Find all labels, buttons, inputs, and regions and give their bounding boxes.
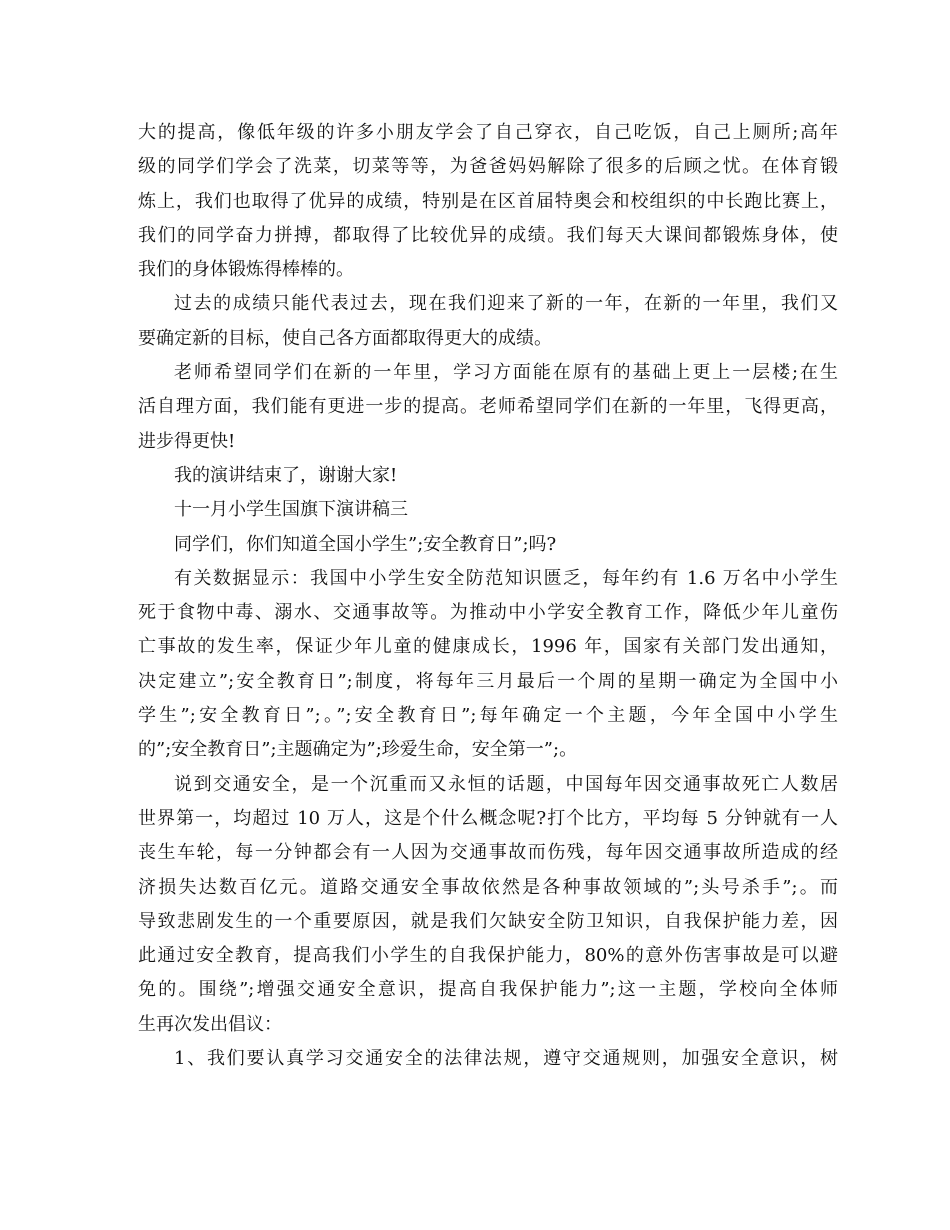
- text-line: 同学们，你们知道全国小学生”;安全教育日”;吗?: [174, 533, 557, 555]
- text-line: 的”;安全教育日”;主题确定为”;珍爱生命，安全第一”;。: [138, 739, 578, 761]
- text-line: 亡事故的发生率，保证少年儿童的健康成长，1996 年，国家有关部门发出通知，: [138, 636, 838, 658]
- text-line: 过去的成绩只能代表过去，现在我们迎来了新的一年，在新的一年里，我们又: [174, 293, 838, 315]
- text-line: 老师希望同学们在新的一年里，学习方面能在原有的基础上更上一层楼;在生: [174, 362, 838, 384]
- text-line: 学生”;安全教育日”;。”;安全教育日”;每年确定一个主题，今年全国中小学生: [138, 705, 838, 727]
- text-line: 活自理方面，我们能有更进一步的提高。老师希望同学们在新的一年里，飞得更高，: [138, 396, 838, 418]
- text-line: 我的演讲结束了，谢谢大家!: [174, 464, 398, 486]
- text-line: 十一月小学生国旗下演讲稿三: [174, 499, 408, 521]
- document-body: [138, 116, 838, 1076]
- text-line: 世界第一，均超过 10 万人，这是个什么概念呢?打个比方，平均每 5 分钟就有一人: [138, 807, 838, 829]
- text-line: 丧生车轮，每一分钟都会有一人因为交通事故而伤残，每年因交通事故所造成的经: [138, 842, 838, 864]
- text-line: 决定建立”;安全教育日”;制度，将每年三月最后一个周的星期一确定为全国中小: [138, 670, 838, 692]
- text-line: 炼上，我们也取得了优异的成绩，特别是在区首届特奥会和校组织的中长跑比赛上，: [138, 190, 838, 212]
- text-line: 要确定新的目标，使自己各方面都取得更大的成绩。: [138, 327, 552, 349]
- text-line: 免的。围绕”;增强交通安全意识，提高自我保护能力”;这一主题，学校向全体师: [138, 979, 838, 1001]
- text-line: 我们的身体锻炼得棒棒的。: [138, 259, 354, 281]
- text-line: 生再次发出倡议：: [138, 1013, 282, 1035]
- text-line: 说到交通安全，是一个沉重而又永恒的话题，中国每年因交通事故死亡人数居: [174, 773, 838, 795]
- text-line: 导致悲剧发生的一个重要原因，就是我们欠缺安全防卫知识，自我保护能力差，因: [138, 910, 838, 932]
- text-line: 进步得更快!: [138, 430, 236, 452]
- text-line: 死于食物中毒、溺水、交通事故等。为推动中小学安全教育工作，降低少年儿童伤: [138, 602, 838, 624]
- text-line: 1、我们要认真学习交通安全的法律法规，遵守交通规则，加强安全意识，树: [174, 1048, 838, 1070]
- text-line: 有关数据显示：我国中小学生安全防范知识匮乏，每年约有 1.6 万名中小学生: [174, 567, 838, 589]
- text-line: 级的同学们学会了洗菜，切菜等等，为爸爸妈妈解除了很多的后顾之忧。在体育锻: [138, 156, 838, 178]
- text-line: 此通过安全教育，提高我们小学生的自我保护能力，80%的意外伤害事故是可以避: [138, 945, 838, 967]
- text-line: 我们的同学奋力拼搏，都取得了比较优异的成绩。我们每天大课间都锻炼身体，使: [138, 224, 838, 246]
- text-line: 大的提高，像低年级的许多小朋友学会了自己穿衣，自己吃饭，自己上厕所;高年: [138, 122, 838, 143]
- text-line: 济损失达数百亿元。道路交通安全事故依然是各种事故领域的”;头号杀手”;。而: [138, 876, 838, 898]
